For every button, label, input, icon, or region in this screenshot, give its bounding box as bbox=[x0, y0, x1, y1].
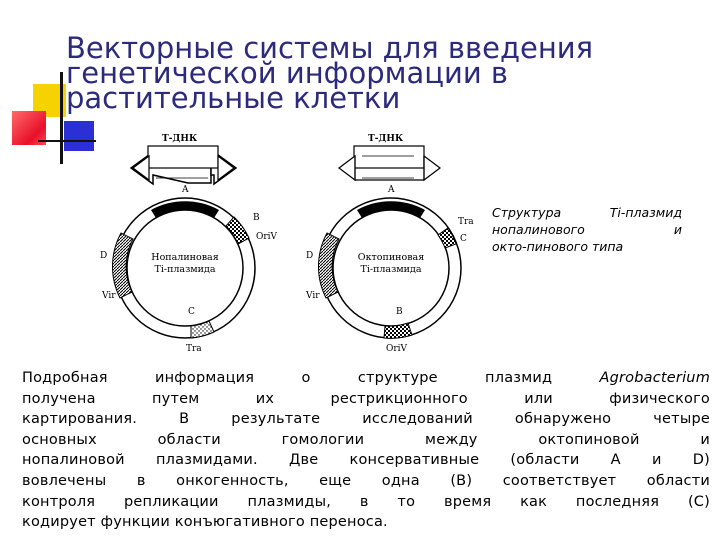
octopine-name-line2: Ti-плазмида bbox=[360, 264, 422, 275]
octopine-tdna-label: Т-ДНК bbox=[368, 134, 404, 144]
body-line: кодирует функции конъюгативного переноса. bbox=[22, 514, 388, 531]
slide-title: Векторные системы для введения генетической информации в растительные клетки bbox=[66, 31, 594, 115]
octopine-label-a: A bbox=[388, 185, 395, 195]
nopaline-region-c bbox=[191, 321, 214, 338]
body-line: контроля репликации плазмиды, в то время как последняя (C) bbox=[22, 493, 710, 510]
nopaline-tdna-label: Т-ДНК bbox=[162, 134, 198, 144]
body-line-1-text: Подробная информация о структуре плазмид bbox=[22, 370, 553, 386]
nopaline-label-tra: Tra bbox=[186, 344, 202, 354]
decor-horizontal-line bbox=[38, 140, 96, 142]
octopine-label-vir: Vir bbox=[306, 291, 320, 301]
body-line: картирования. В результате исследований обнаружено четыре bbox=[22, 411, 710, 428]
nopaline-label-ori: OriV bbox=[256, 232, 278, 242]
body-line-1-italic: Agrobacterium bbox=[599, 370, 711, 386]
nopaline-name-line1: Нопалиновая bbox=[151, 252, 219, 263]
caption-line: окто-пинового типа bbox=[492, 239, 624, 254]
decor-vertical-line bbox=[60, 72, 63, 164]
octopine-label-ori: OriV bbox=[386, 344, 408, 354]
diagram-caption bbox=[492, 204, 682, 255]
body-line: нопалиновой плазмидами. Две консервативные (области A и D) bbox=[22, 452, 710, 469]
nopaline-plasmid bbox=[100, 134, 278, 354]
octopine-plasmid bbox=[305, 134, 474, 354]
decor-blue-square bbox=[64, 121, 94, 151]
body-line: вовлечены в онкогенность, еще одна (B) соответствует области bbox=[22, 472, 710, 489]
nopaline-label-vir: Vir bbox=[102, 291, 116, 301]
octopine-name-line1: Октопиновая bbox=[357, 252, 425, 263]
caption-line: нопалинового и bbox=[492, 222, 682, 237]
body-line-1 bbox=[22, 368, 710, 389]
nopaline-label-b: B bbox=[253, 213, 260, 223]
nopaline-label-a: A bbox=[182, 185, 189, 195]
body-paragraph bbox=[22, 368, 710, 533]
octopine-label-d: D bbox=[306, 251, 314, 261]
nopaline-region-b bbox=[226, 217, 249, 244]
tdna-arrow-octopine bbox=[339, 146, 440, 180]
nopaline-region-d bbox=[112, 233, 133, 298]
nopaline-label-d: D bbox=[100, 251, 108, 261]
nopaline-name-line2: Ti-плазмида bbox=[154, 264, 216, 275]
octopine-label-tra: Tra bbox=[458, 217, 474, 227]
body-line: получена путем их рестрикционного или физического bbox=[22, 390, 710, 407]
octopine-label-c: C bbox=[460, 234, 467, 244]
caption-line: Структура Ti-плазмид bbox=[492, 205, 682, 220]
nopaline-label-c: C bbox=[188, 307, 195, 317]
octopine-label-b: B bbox=[396, 307, 403, 317]
body-line: основных области гомологии между октопиновой и bbox=[22, 431, 710, 448]
ti-plasmid-diagram bbox=[96, 128, 482, 358]
tdna-arrow-left-nopaline bbox=[131, 146, 236, 184]
octopine-region-c bbox=[438, 228, 456, 248]
octopine-region-d bbox=[318, 233, 339, 298]
